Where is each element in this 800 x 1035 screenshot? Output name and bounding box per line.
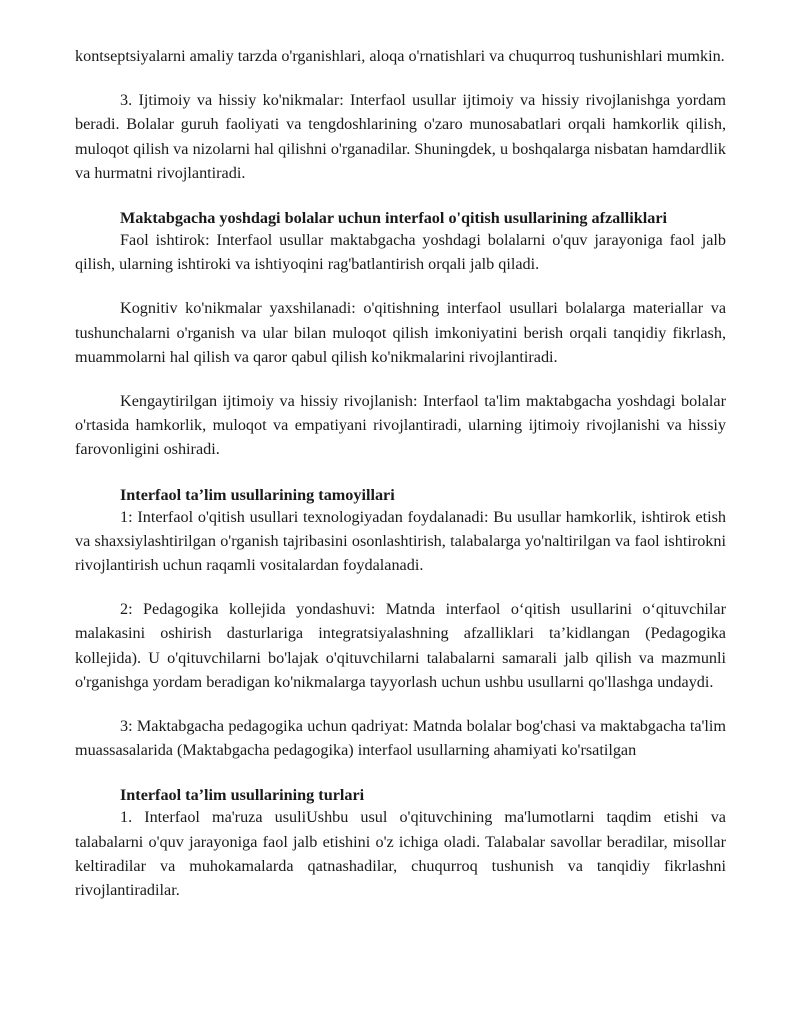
paragraph-social-emotional-skills: 3. Ijtimoiy va hissiy ko'nikmalar: Interfaol usullar ijtimoiy va hissiy rivojlanishga yordam beradi. Bolalar guruh faoliyati va tengdoshlarining o'zaro munosabatlari orqali hamkorlik qilish, muloqot qilish va nizolarni hal qilishni o'rganadilar. Shuningdek, u boshqalarga nisbatan hamdardlik va hurmatni rivojlantiradi. (75, 91, 726, 182)
section-heading-principles: Interfaol ta’lim usullarining tamoyillari (120, 485, 395, 504)
paragraph-continuation: kontseptsiyalarni amaliy tarzda o'rganishlari, aloqa o'rnatishlari va chuqurroq tushunishlari mumkin. (75, 47, 725, 65)
section-heading-types: Interfaol ta’lim usullarining turlari (120, 786, 365, 805)
document-page (75, 44, 726, 902)
paragraph-cognitive-skills: Kognitiv ko'nikmalar yaxshilanadi: o'qitishning interfaol usullari bolalarga materiallar va tushunchalarni o'rganish va ular bilan muloqot qilish imkoniyatini berish orqali tanqidiy fikrlash, muammolarni hal qilish va qaror qabul qilish ko'nikmalarini rivojlantiradi. (75, 299, 726, 366)
section-heading-advantages: Maktabgacha yoshdagi bolalar uchun interfaol o'qitish usullarining afzalliklari (120, 209, 668, 228)
paragraph-active-participation: Faol ishtirok: Interfaol usullar maktabgacha yoshdagi bolalarni o'quv jarayoniga faol jalb qilish, ularning ishtiroki va ishtiyoqini rag'batlantirish orqali jalb qiladi. (75, 231, 726, 274)
paragraph-principle-pedagogy-college: 2: Pedagogika kollejida yondashuvi: Matnda interfaol o‘qitish usullarini o‘qituvchilar malakasini oshirish dasturlariga integratsiyalashning afzalliklari ta’kidlangan (Pedagogika kollejida). U o'qituvchilarni bo'lajak o'qituvchilarni talabalarni samarali jalb qilish va mazmunli o'rganishga yordam beradigan ko'nikmalarga tayyorlash uchun ushbu usullarni qo'llashga undaydi. (75, 600, 726, 691)
paragraph-interactive-lecture: 1. Interfaol ma'ruza usuliUshbu usul o'qituvchining ma'lumotlarni taqdim etishi va talabalarni o'quv jarayoniga faol jalb etishini o'z ichiga oladi. Talabalar savollar beradilar, misollar keltiradilar va muhokamalarda qatnashadilar, chuqurroq tushunish va tanqidiy fikrlashni rivojlantiradilar. (75, 808, 726, 900)
paragraph-social-development: Kengaytirilgan ijtimoiy va hissiy rivojlanish: Interfaol ta'lim maktabgacha yoshdagi bolalar o'rtasida hamkorlik, muloqot va empatiyani rivojlantiradi, ularning ijtimoiy rivojlanishi va hissiy farovonligini oshiradi. (75, 392, 726, 459)
paragraph-principle-preschool-value: 3: Maktabgacha pedagogika uchun qadriyat: Matnda bolalar bog'chasi va maktabgacha ta'lim muassasalarida (Maktabgacha pedagogika) interfaol usullarning ahamiyati ko'rsatilgan (75, 717, 726, 760)
paragraph-principle-technology: 1: Interfaol o'qitish usullari texnologiyadan foydalanadi: Bu usullar hamkorlik, ishtirok etish va shaxsiylashtirilgan o'rganish tajribasini osonlashtirish, talabalarga yo'naltirilgan va faol ishtirokni rivojlantirish uchun raqamli vositalardan foydalanadi. (75, 507, 726, 575)
